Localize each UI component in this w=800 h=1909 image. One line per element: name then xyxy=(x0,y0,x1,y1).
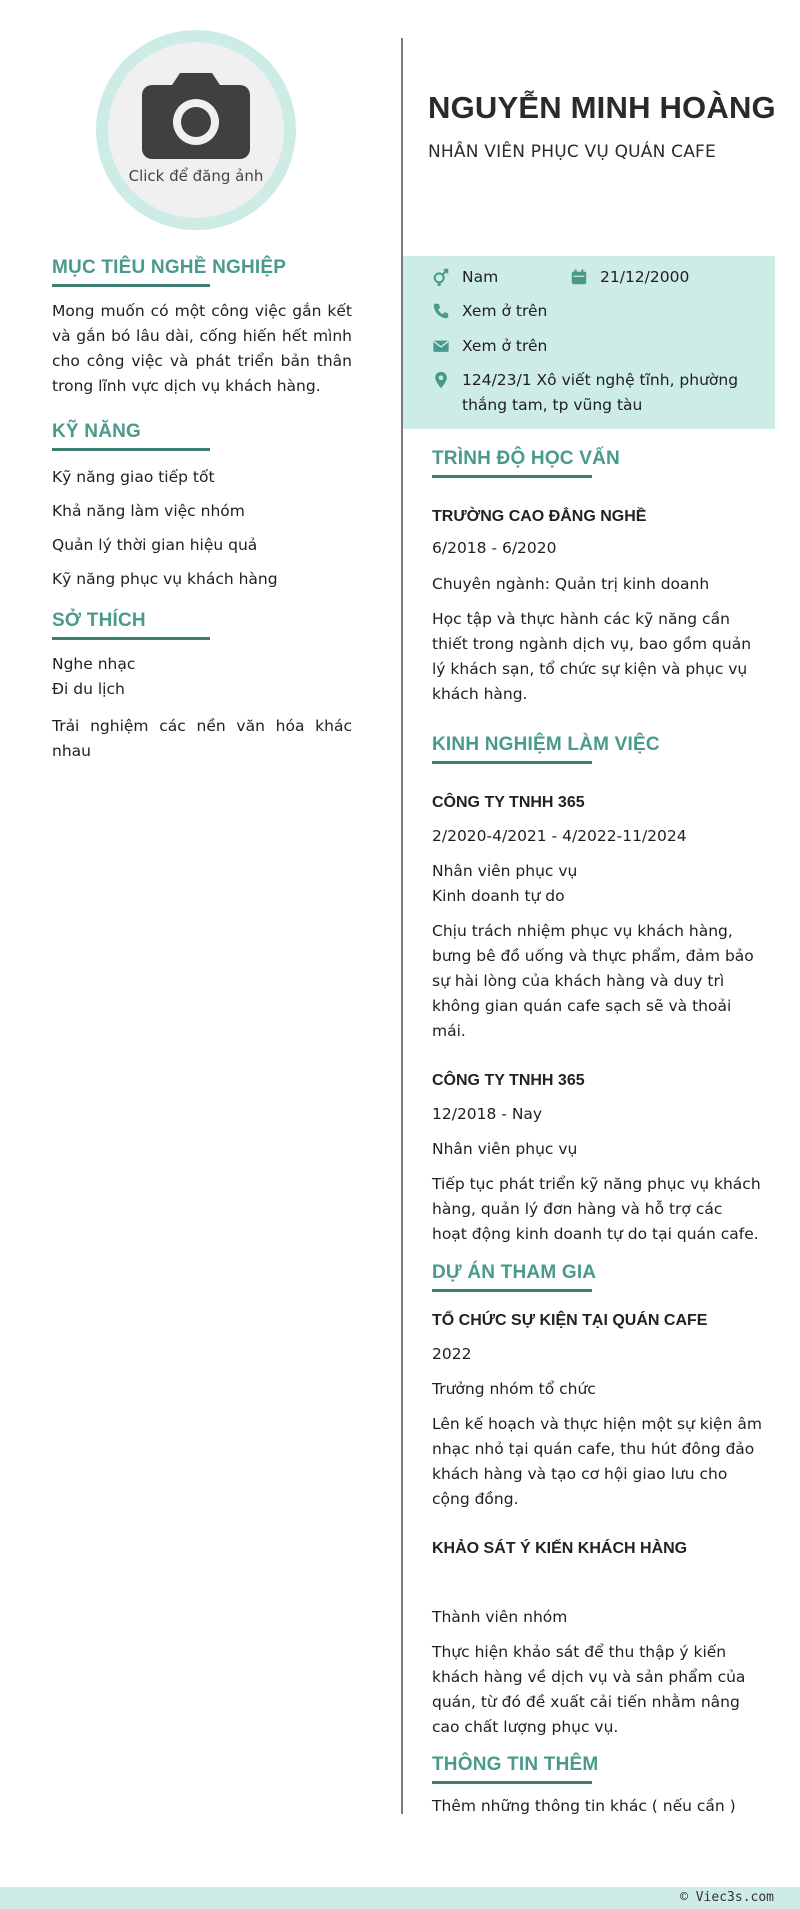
skills-title: KỸ NĂNG xyxy=(52,421,142,442)
avatar-upload[interactable] xyxy=(96,30,296,230)
project-description: Thực hiện khảo sát để thu thập ý kiến khách hàng về dịch vụ và sản phẩm của quán, từ đó đề xuất cải tiến nhằm nâng cao chất lượng phục vụ. xyxy=(432,1643,746,1736)
experience-entry xyxy=(432,1072,762,1247)
project-description: Lên kế hoạch và thực hiện một sự kiện âm nhạc nhỏ tại quán cafe, thu hút đông đảo khách hàng và tạo cơ hội giao lưu cho cộng đồng. xyxy=(432,1415,762,1508)
education-section xyxy=(432,448,762,707)
education-major: Chuyên ngành: Quản trị kinh doanh xyxy=(432,575,710,593)
project-name: KHẢO SÁT Ý KIẾN KHÁCH HÀNG xyxy=(432,1540,688,1557)
skill-item: Khả năng làm việc nhóm xyxy=(52,502,245,520)
hobbies-underline xyxy=(52,637,210,640)
project-name: TỔ CHỨC SỰ KIỆN TẠI QUÁN CAFE xyxy=(432,1312,708,1329)
company-name: CÔNG TY TNHH 365 xyxy=(432,794,585,811)
education-description: Học tập và thực hành các kỹ năng cần thiết trong ngành dịch vụ, bao gồm quản lý khách sạn, tổ chức sự kiện và phục vụ khách hàng. xyxy=(432,610,752,703)
project-entry xyxy=(432,1312,762,1512)
camera-icon xyxy=(142,69,250,161)
hobby-item: Nghe nhạc xyxy=(52,655,136,673)
hobbies-section xyxy=(52,610,352,764)
projects-title: DỰ ÁN THAM GIA xyxy=(432,1262,597,1283)
job-position: Kinh doanh tự do xyxy=(432,887,565,905)
location-pin-icon xyxy=(432,371,450,389)
skill-item: Quản lý thời gian hiệu quả xyxy=(52,536,258,554)
gender-icon xyxy=(432,268,450,286)
job-position: Nhân viên phục vụ xyxy=(432,1140,578,1158)
project-role: Thành viên nhóm xyxy=(432,1608,568,1626)
additional-info-underline xyxy=(432,1781,592,1784)
project-role: Trưởng nhóm tổ chức xyxy=(432,1380,596,1398)
job-description: Chịu trách nhiệm phục vụ khách hàng, bưng bê đồ uống và thực phẩm, đảm bảo sự hài lòng của khách hàng và duy trì không gian quán cafe sạch sẽ và thoải mái. xyxy=(432,922,754,1040)
experience-section xyxy=(432,734,762,1247)
skills-section xyxy=(52,421,352,590)
candidate-name: NGUYỄN MINH HOÀNG xyxy=(428,90,776,125)
left-column xyxy=(52,257,352,764)
footer-copyright: © Viec3s.com xyxy=(680,1890,774,1905)
avatar-placeholder[interactable] xyxy=(108,42,284,218)
address-line-1: 124/23/1 Xô viết nghệ tĩnh, phường xyxy=(462,371,739,389)
additional-info-title: THÔNG TIN THÊM xyxy=(432,1754,599,1775)
hobbies-title: SỞ THÍCH xyxy=(52,610,146,631)
contact-birthday xyxy=(570,265,689,290)
experience-entry xyxy=(432,794,762,1044)
experience-title: KINH NGHIỆM LÀM VIỆC xyxy=(432,734,660,755)
right-column xyxy=(432,448,762,1819)
education-period: 6/2018 - 6/2020 xyxy=(432,539,557,557)
education-title: TRÌNH ĐỘ HỌC VẤN xyxy=(432,448,620,469)
objective-section xyxy=(52,257,352,399)
calendar-icon xyxy=(570,268,588,286)
job-position: Nhân viên phục vụ xyxy=(432,862,578,880)
phone-value: Xem ở trên xyxy=(462,302,548,320)
contact-address xyxy=(432,368,738,418)
skill-item: Kỹ năng phục vụ khách hàng xyxy=(52,570,278,588)
skills-underline xyxy=(52,448,210,451)
education-underline xyxy=(432,475,592,478)
project-year: 2022 xyxy=(432,1345,472,1363)
contact-gender xyxy=(432,265,498,290)
experience-underline xyxy=(432,761,592,764)
objective-underline xyxy=(52,284,210,287)
objective-title: MỤC TIÊU NGHỀ NGHIỆP xyxy=(52,257,287,278)
projects-section xyxy=(432,1262,762,1740)
company-name: CÔNG TY TNHH 365 xyxy=(432,1072,585,1089)
job-title: NHÂN VIÊN PHỤC VỤ QUÁN CAFE xyxy=(428,142,716,162)
footer-bar xyxy=(0,1887,800,1909)
birthday-value: 21/12/2000 xyxy=(600,268,690,286)
job-period: 2/2020-4/2021 - 4/2022-11/2024 xyxy=(432,827,687,845)
gender-value: Nam xyxy=(462,268,499,286)
avatar-upload-label: Click để đăng ảnh xyxy=(128,167,264,185)
hobby-item: Trải nghiệm các nền văn hóa khác nhau xyxy=(52,717,352,760)
school-name: TRƯỜNG CAO ĐẲNG NGHỀ xyxy=(432,508,647,525)
contact-email[interactable] xyxy=(432,334,547,359)
projects-underline xyxy=(432,1289,592,1292)
objective-text: Mong muốn có một công việc gắn kết và gắn bó lâu dài, cống hiến hết mình cho công việc và phát triển bản thân trong lĩnh vực dịch vụ khách hàng. xyxy=(52,302,352,395)
additional-info-section xyxy=(432,1754,762,1819)
additional-info-text: Thêm những thông tin khác ( nếu cần ) xyxy=(432,1797,736,1815)
contact-panel xyxy=(403,256,775,429)
contact-phone[interactable] xyxy=(432,299,547,324)
skill-item: Kỹ năng giao tiếp tốt xyxy=(52,468,215,486)
hobby-item: Đi du lịch xyxy=(52,680,125,698)
email-value: Xem ở trên xyxy=(462,337,548,355)
email-icon xyxy=(432,337,450,355)
job-description: Tiếp tục phát triển kỹ năng phục vụ khách hàng, quản lý đơn hàng và hỗ trợ các hoạt động kinh doanh tự do tại quán cafe. xyxy=(432,1175,761,1243)
job-period: 12/2018 - Nay xyxy=(432,1105,543,1123)
project-entry xyxy=(432,1540,762,1740)
phone-icon xyxy=(432,302,450,320)
address-line-2: thắng tam, tp vũng tàu xyxy=(462,396,643,414)
